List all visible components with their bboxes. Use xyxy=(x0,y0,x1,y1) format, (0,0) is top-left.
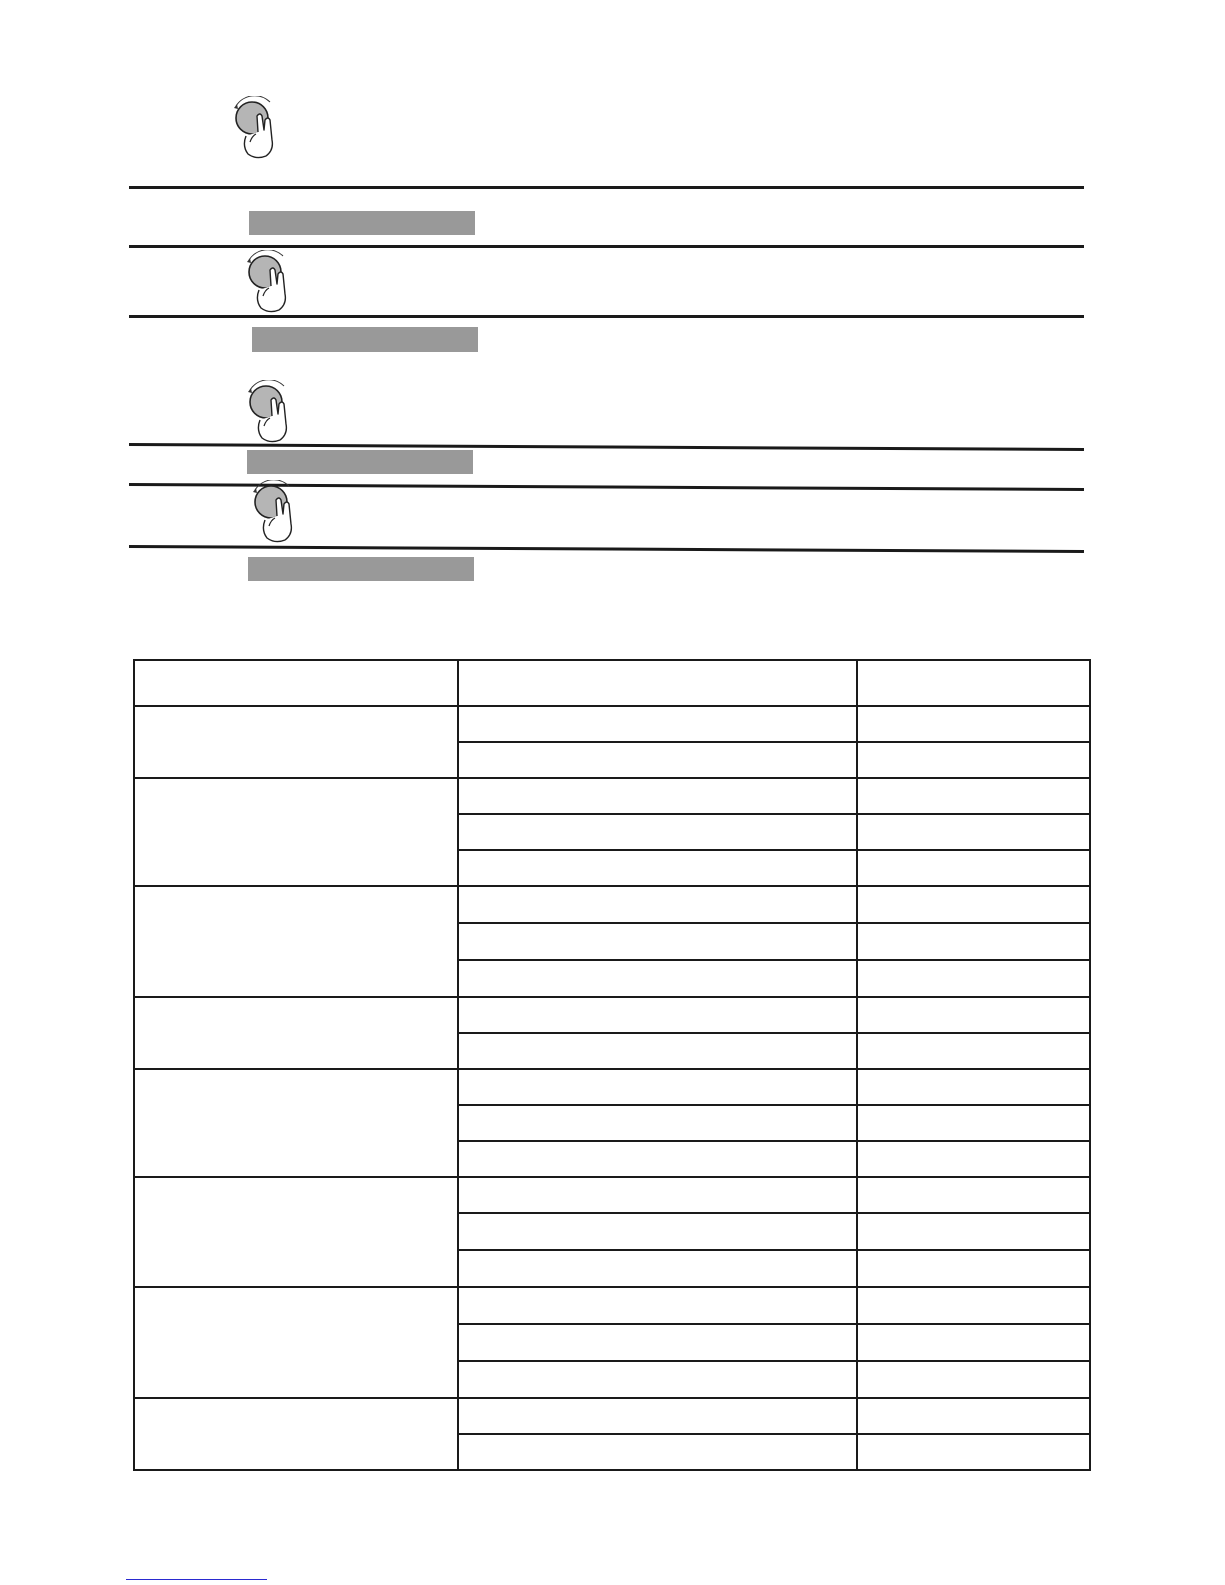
table-cell xyxy=(857,1324,1090,1361)
table-cell xyxy=(458,1177,857,1213)
table-cell xyxy=(458,1213,857,1250)
instruction-bar xyxy=(248,557,474,581)
table-cell xyxy=(857,706,1090,742)
table-row xyxy=(134,706,1090,742)
table-header-row xyxy=(134,660,1090,706)
table-cell xyxy=(857,1177,1090,1213)
group-label-cell xyxy=(134,778,458,886)
table-cell xyxy=(857,923,1090,960)
table-cell xyxy=(857,1287,1090,1324)
rotary-knob-hand-icon xyxy=(244,380,304,444)
table-row xyxy=(134,886,1090,923)
rotary-knob-hand-icon xyxy=(243,250,303,314)
table-row xyxy=(134,778,1090,814)
table-row xyxy=(134,1069,1090,1105)
table-cell xyxy=(857,1033,1090,1069)
table-cell xyxy=(458,1141,857,1177)
table-cell xyxy=(458,886,857,923)
table-row xyxy=(134,1287,1090,1324)
table-cell xyxy=(857,814,1090,850)
divider-rule xyxy=(129,315,1084,318)
table-cell xyxy=(857,1250,1090,1287)
table-cell xyxy=(458,814,857,850)
header-cell xyxy=(458,660,857,706)
knob-step-1 xyxy=(230,96,290,160)
group-label-cell xyxy=(134,997,458,1069)
table-cell xyxy=(857,1361,1090,1398)
table-cell xyxy=(857,960,1090,997)
table-cell xyxy=(458,742,857,778)
table-cell xyxy=(857,778,1090,814)
rotary-knob-hand-icon xyxy=(249,480,309,544)
instruction-bar xyxy=(247,450,473,474)
table-cell xyxy=(857,1141,1090,1177)
table-cell xyxy=(458,1250,857,1287)
table-row xyxy=(134,1398,1090,1434)
table-cell xyxy=(857,1398,1090,1434)
knob-step-2 xyxy=(243,250,303,314)
header-cell xyxy=(857,660,1090,706)
group-label-cell xyxy=(134,706,458,778)
table-cell xyxy=(458,850,857,886)
table-cell xyxy=(857,886,1090,923)
table-cell xyxy=(458,960,857,997)
table-cell xyxy=(857,742,1090,778)
instruction-bar xyxy=(252,327,478,352)
specification-table xyxy=(133,659,1091,1471)
table-cell xyxy=(458,1105,857,1141)
table-cell xyxy=(458,1361,857,1398)
knob-step-3 xyxy=(244,380,304,444)
table-cell xyxy=(458,1069,857,1105)
divider-rule xyxy=(129,545,1084,553)
table-cell xyxy=(857,1213,1090,1250)
group-label-cell xyxy=(134,1177,458,1287)
table-cell xyxy=(458,923,857,960)
table-cell xyxy=(857,850,1090,886)
table-cell xyxy=(857,1434,1090,1470)
header-cell xyxy=(134,660,458,706)
table-cell xyxy=(458,1287,857,1324)
table-cell xyxy=(458,1398,857,1434)
divider-rule xyxy=(129,245,1084,248)
table-cell xyxy=(458,997,857,1033)
table-cell xyxy=(857,997,1090,1033)
rotary-knob-hand-icon xyxy=(230,96,290,160)
table-cell xyxy=(458,1033,857,1069)
group-label-cell xyxy=(134,1069,458,1177)
table-cell xyxy=(458,778,857,814)
table-cell xyxy=(857,1069,1090,1105)
divider-rule xyxy=(129,186,1084,189)
group-label-cell xyxy=(134,1398,458,1470)
table-cell xyxy=(458,1324,857,1361)
table-cell xyxy=(458,1434,857,1470)
group-label-cell xyxy=(134,886,458,997)
group-label-cell xyxy=(134,1287,458,1398)
table-cell xyxy=(458,706,857,742)
footer-underline xyxy=(126,1579,267,1580)
instruction-bar xyxy=(249,211,475,235)
table-row xyxy=(134,1177,1090,1213)
table-cell xyxy=(857,1105,1090,1141)
knob-step-4 xyxy=(249,480,309,544)
table-row xyxy=(134,997,1090,1033)
